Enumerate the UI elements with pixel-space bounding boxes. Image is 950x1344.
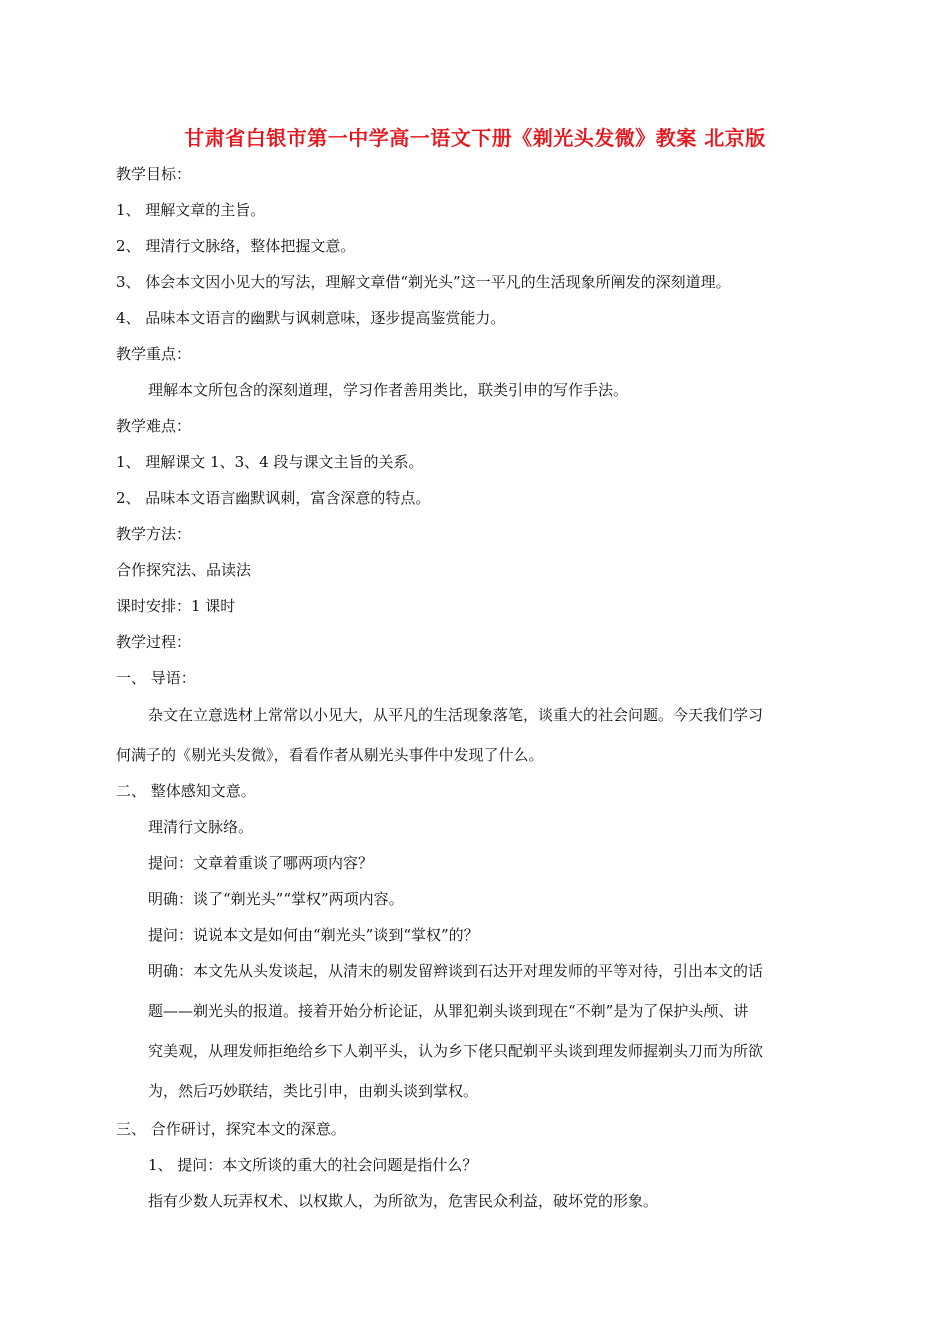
paragraph: 理清行文脉络。: [148, 818, 254, 836]
heading-key-points: 教学重点：: [116, 345, 192, 363]
section-heading: 二、 整体感知文意。: [116, 782, 256, 800]
section-heading: 一、 导语：: [116, 669, 196, 687]
answer: 为，然后巧妙联结，类比引申，由剃头谈到掌权。: [148, 1082, 479, 1100]
question: 提问：说说本文是如何由“剃光头”谈到“掌权”的？: [148, 926, 479, 944]
objective-item: 1、 理解文章的主旨。: [116, 201, 266, 219]
difficulty-item: 1、 理解课文 1、3、4 段与课文主旨的关系。: [116, 453, 424, 471]
paragraph: 杂文在立意选材上常常以小见大，从平凡的生活现象落笔，谈重大的社会问题。今天我们学习: [148, 706, 764, 724]
difficulty-item: 2、 品味本文语言幽默讽刺，富含深意的特点。: [116, 489, 431, 507]
heading-difficulties: 教学难点：: [116, 417, 192, 435]
objective-item: 4、 品味本文语言的幽默与讽刺意味，逐步提高鉴赏能力。: [116, 309, 506, 327]
objective-item: 3、 体会本文因小见大的写法，理解文章借“剃光头”这一平凡的生活现象所阐发的深刻道理。: [116, 273, 731, 291]
paragraph: 合作探究法、品读法: [116, 561, 252, 579]
question: 1、 提问：本文所谈的重大的社会问题是指什么？: [148, 1156, 478, 1174]
answer: 明确：本文先从头发谈起，从清末的剔发留辫谈到石达开对理发师的平等对待，引出本文的话: [148, 962, 764, 980]
paragraph: 课时安排：1 课时: [116, 597, 236, 615]
document-title: 甘肃省白银市第一中学高一语文下册《剃光头发微》教案 北京版: [184, 126, 766, 150]
question: 提问：文章着重谈了哪两项内容？: [148, 854, 374, 872]
answer: 指有少数人玩弄权术、以权欺人，为所欲为，危害民众利益，破坏党的形象。: [148, 1192, 659, 1210]
paragraph: 何满子的《剔光头发微》，看看作者从剔光头事件中发现了什么。: [116, 746, 544, 764]
objective-item: 2、 理清行文脉络，整体把握文意。: [116, 237, 356, 255]
answer: 题——剃光头的报道。接着开始分析论证，从罪犯剃头谈到现在“不剃”是为了保护头颅、讲: [148, 1002, 749, 1020]
heading-process: 教学过程：: [116, 633, 192, 651]
section-heading: 三、 合作研讨，探究本文的深意。: [116, 1120, 346, 1138]
answer: 明确：谈了“剃光头”“掌权”两项内容。: [148, 890, 404, 908]
heading-objectives: 教学目标：: [116, 165, 192, 183]
heading-methods: 教学方法：: [116, 525, 192, 543]
paragraph: 理解本文所包含的深刻道理，学习作者善用类比，联类引申的写作手法。: [148, 381, 629, 399]
answer: 究美观，从理发师拒绝给乡下人剃平头，认为乡下佬只配剃平头谈到理发师握剃头刀而为所欲: [148, 1042, 764, 1060]
